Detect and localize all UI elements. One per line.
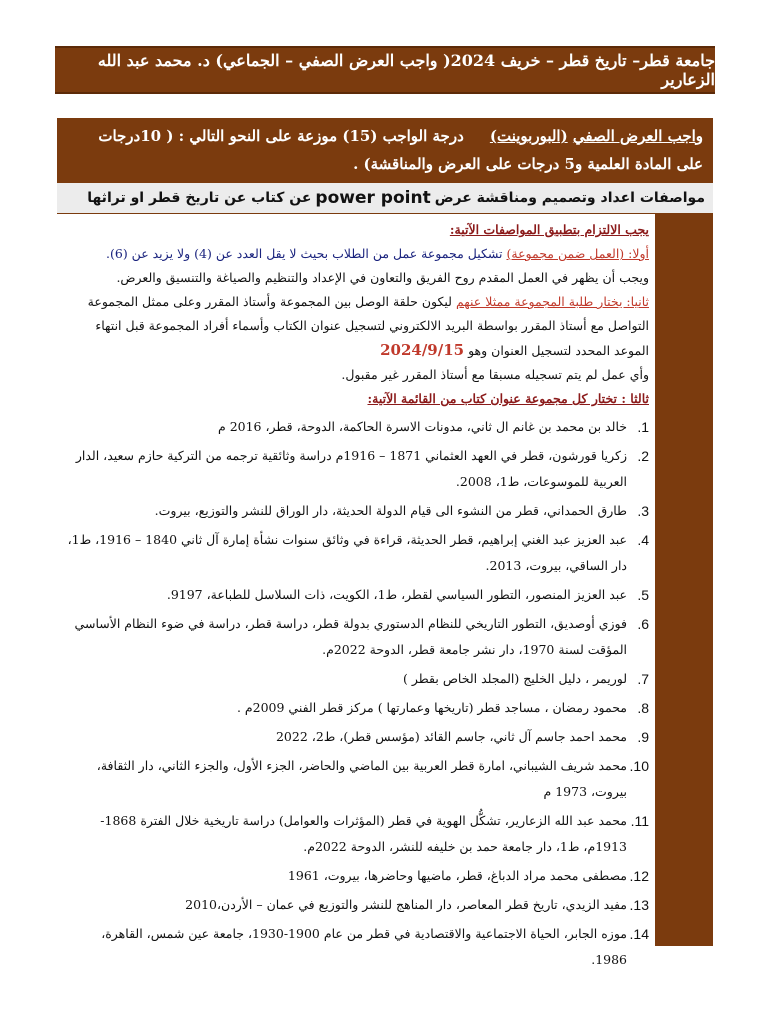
list-item	[63, 695, 649, 721]
second-note: وأي عمل لم يتم تسجيله مسبقا مع أستاذ المقرر غير مقبول.	[341, 367, 649, 382]
list-text: محمد احمد جاسم آل ثاني، جاسم القائد (مؤسس قطر)، ط2، 2022	[275, 729, 627, 744]
spec-after: عن كتاب عن تاريخ قطر او تراثها	[87, 190, 312, 206]
list-number: 10.	[629, 758, 649, 774]
third-heading: ثالثا : تختار كل مجموعة عنوان كتاب من القائمة الآتية:	[367, 391, 649, 406]
reference-list	[63, 414, 649, 973]
list-number: 1.	[637, 419, 649, 435]
list-number: 8.	[637, 700, 649, 716]
list-text: عبد العزيز عبد الغني إبراهيم، قطر الحديثة، قراءة في وثائق سنوات نشأة إمارة آل ثاني 1840 – 1916، ط1، دار الساقي، بيروت، 2013.	[67, 532, 627, 573]
list-text: طارق الحمداني، قطر من النشوء الى قيام الدولة الحديثة، دار الوراق للنشر والتوزيع، بيروت.	[154, 503, 627, 518]
list-number: 6.	[637, 616, 649, 632]
assignment-header	[57, 118, 713, 182]
list-item	[63, 753, 649, 805]
second-text: ليكون حلقة الوصل بين المجموعة وأستاذ المقرر وعلى ممثل المجموعة التواصل مع أستاذ المقرر بواسطة البريد الالكتروني لتسجيل عنوان الكتاب وأسماء أفراد المجموعة قبل انتهاء الموعد المحدد لتسجيل العنوان وهو	[87, 294, 649, 358]
document-body	[57, 214, 655, 967]
document-title: جامعة قطر– تاريخ قطر – خريف 2024( واجب العرض الصفي – الجماعي) د. محمد عبد الله الزعارير	[97, 51, 715, 89]
list-number: 3.	[637, 503, 649, 519]
list-number: 7.	[637, 671, 649, 687]
first-text: تشكيل مجموعة عمل من الطلاب بحيث لا يقل العدد عن (4) ولا يزيد عن (6).	[106, 246, 503, 261]
list-item	[63, 414, 649, 440]
list-text: زكريا قورشون، قطر في العهد العثماني 1871 – 1916م دراسة وثائقية ترجمه من التركية حازم سعيد، الدار العربية للموسوعات، ط1، 2008.	[75, 448, 627, 489]
list-number: 2.	[637, 448, 649, 464]
list-item	[63, 498, 649, 524]
spec-power-point: power point	[315, 188, 431, 208]
spec-bar	[57, 183, 713, 213]
list-text: فوزي أوصديق، التطور التاريخي للنظام الدستوري بدولة قطر، دراسة قطر، دراسة في ضوء النظام الأساسي المؤقت لسنة 1970، دار نشر جامعة قطر، الدوحة 2022م.	[74, 616, 627, 657]
list-item	[63, 443, 649, 495]
list-text: عبد العزيز المنصور، التطور السياسي لقطر، ط1، الكويت، ذات السلاسل للطباعة، 9197.	[166, 587, 627, 602]
list-text: مصطفى محمد مراد الدباغ، قطر، ماضيها وحاضرها، بيروت، 1961	[287, 868, 627, 883]
title-banner	[55, 46, 715, 94]
list-item	[63, 921, 649, 973]
requirements-heading: يجب الالتزام بتطبيق المواصفات الآتية:	[449, 222, 649, 237]
spec-before: مواصفات اعداد وتصميم ومناقشة عرض	[434, 190, 705, 206]
list-text: محمود رمضان ، مساجد قطر (تاريخها وعمارتها ) مركز قطر الفني 2009م .	[236, 700, 627, 715]
first-requirement	[63, 242, 649, 266]
list-item	[63, 582, 649, 608]
second-requirement	[63, 290, 649, 363]
first-note: ويجب أن يظهر في العمل المقدم روح الفريق والتعاون في الإعداد والتنظيم والصياغة والتنسيق والعرض.	[116, 270, 649, 285]
second-label: ثانيا: يختار طلبة المجموعة ممثلا عنهم	[455, 294, 649, 309]
list-text: لوريمر ، دليل الخليج (المجلد الخاص بقطر )	[403, 671, 627, 686]
list-item	[63, 527, 649, 579]
deadline-date: 2024/9/15	[380, 341, 465, 359]
list-item	[63, 611, 649, 663]
list-item	[63, 666, 649, 692]
list-number: 5.	[637, 587, 649, 603]
list-text: محمد شريف الشيباني، امارة قطر العربية بين الماضي والحاضر، الجزء الأول، والجزء الثاني، دار الثقافة، بيروت، 1973 م	[96, 758, 627, 799]
list-text: موزه الجابر، الحياة الاجتماعية والاقتصادية في قطر من عام 1900-1930، جامعة عين شمس، القاهرة، 1986.	[101, 926, 627, 967]
grade-text: درجة الواجب (15) موزعة على النحو التالي : ( 10درجات على المادة العلمية و5 درجات على العرض والمناقشة) .	[98, 127, 703, 173]
list-number: 13.	[629, 897, 649, 913]
list-number: 9.	[637, 729, 649, 745]
list-item	[63, 863, 649, 889]
list-number: 4.	[637, 532, 649, 548]
powerpoint-label: (البوربوينت)	[489, 127, 568, 145]
first-label: أولا: (العمل ضمن مجموعة)	[506, 246, 649, 261]
list-number: 14.	[629, 926, 649, 942]
list-item	[63, 724, 649, 750]
list-number: 12.	[629, 868, 649, 884]
list-item	[63, 892, 649, 918]
list-text: محمد عبد الله الزعارير، تشكُّل الهوية في قطر (المؤثرات والعوامل) دراسة تاريخية خلال الفترة 1868-1913م، ط1، دار جامعة حمد بن خليفه للنشر، الدوحة 2022م.	[100, 813, 627, 854]
list-item	[63, 808, 649, 860]
assignment-label: واجب العرض الصفي	[572, 127, 703, 145]
list-text: مفيد الزيدي، تاريخ قطر المعاصر، دار المناهج للنشر والتوزيع في عمان – الأردن،2010	[185, 897, 627, 912]
list-number: 11.	[630, 813, 649, 829]
list-text: خالد بن محمد بن غانم ال ثاني، مدونات الاسرة الحاكمة، الدوحة، قطر، 2016 م	[217, 419, 627, 434]
